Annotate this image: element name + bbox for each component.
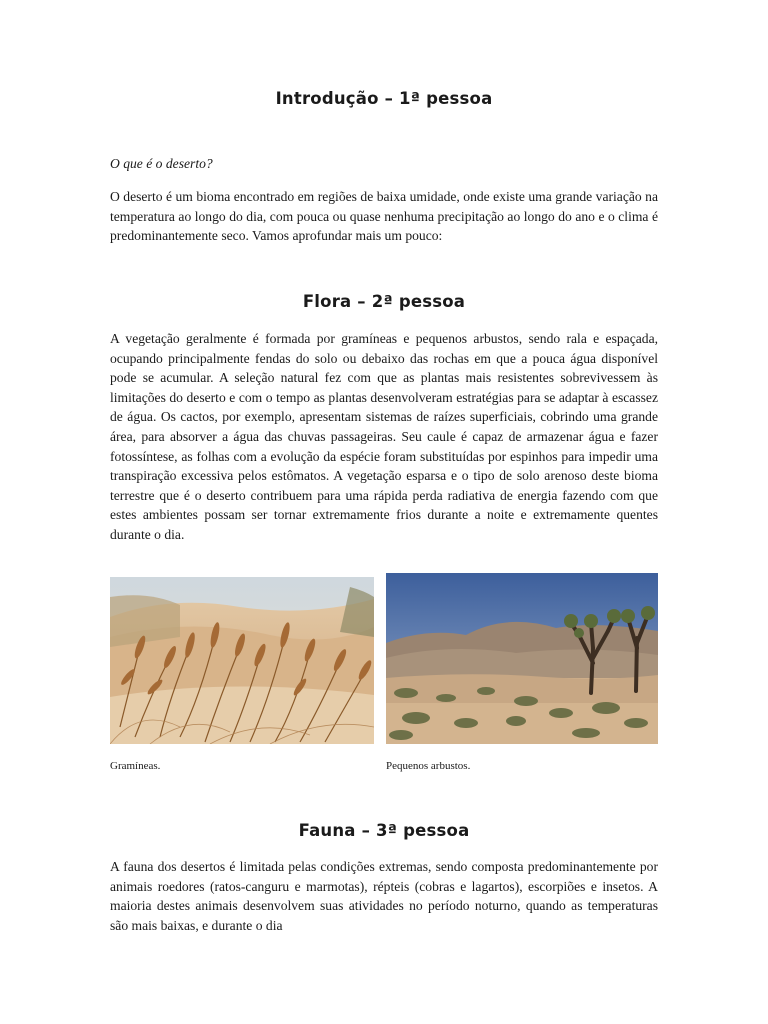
grasses-image: [110, 577, 374, 744]
fauna-paragraph: A fauna dos desertos é limitada pelas condições extremas, sendo composta predominantemente por animais roedores (ratos-canguru e marmotas), répteis (cobras e lagartos), escorpiões e insetos. A maioria destes animais desenvolvem suas atividades no período noturno, quando as temperaturas são mais baixas, e durante o dia: [110, 859, 658, 933]
shrubs-caption: Pequenos arbustos.: [386, 760, 471, 772]
intro-question: O que é o deserto?: [110, 156, 213, 171]
shrubs-image: [386, 573, 658, 744]
grasses-caption: Gramíneas.: [110, 760, 161, 772]
flora-paragraph: A vegetação geralmente é formada por gramíneas e pequenos arbustos, sendo rala e espaçada, ocupando principalmente fendas do solo ou debaixo das rochas em que a pouca água disponível pode se acumular. A seleção natural fez com que as plantas mais resistentes sobrevivessem às limitações do deserto e com o tempo as plantas desenvolveram estratégias para se adaptar à escassez de água. Os cactos, por exemplo, apresentam sistemas de raízes superficiais, cobrindo uma grande área, para absorver a água das chuvas passageiras. Seu caule é capaz de armazenar água e fazer fotossíntese, as folhas com a evolução da espécie foram substituídas por espinhos para impedir uma transpiração excessiva pelos estômatos. A vegetação esparsa e o tipo de solo arenoso deste bioma terrestre que é o deserto contribuem para uma rápida perda radiativa de energia fazendo com que estes ambientes possam ser tornar extremamente frios durante a noite e extremamente quentes durante o dia.: [110, 331, 658, 542]
intro-paragraph: O deserto é um bioma encontrado em regiões de baixa umidade, onde existe uma grande variação na temperatura ao longo do dia, com pouca ou quase nenhuma precipitação ao longo do ano e o clima é predominantemente seco. Vamos aprofundar mais um pouco:: [110, 189, 658, 244]
fauna-heading: Fauna – 3ª pessoa: [298, 821, 470, 840]
flora-heading: Flora – 2ª pessoa: [302, 292, 466, 311]
intro-heading: Introdução – 1ª pessoa: [275, 89, 493, 108]
